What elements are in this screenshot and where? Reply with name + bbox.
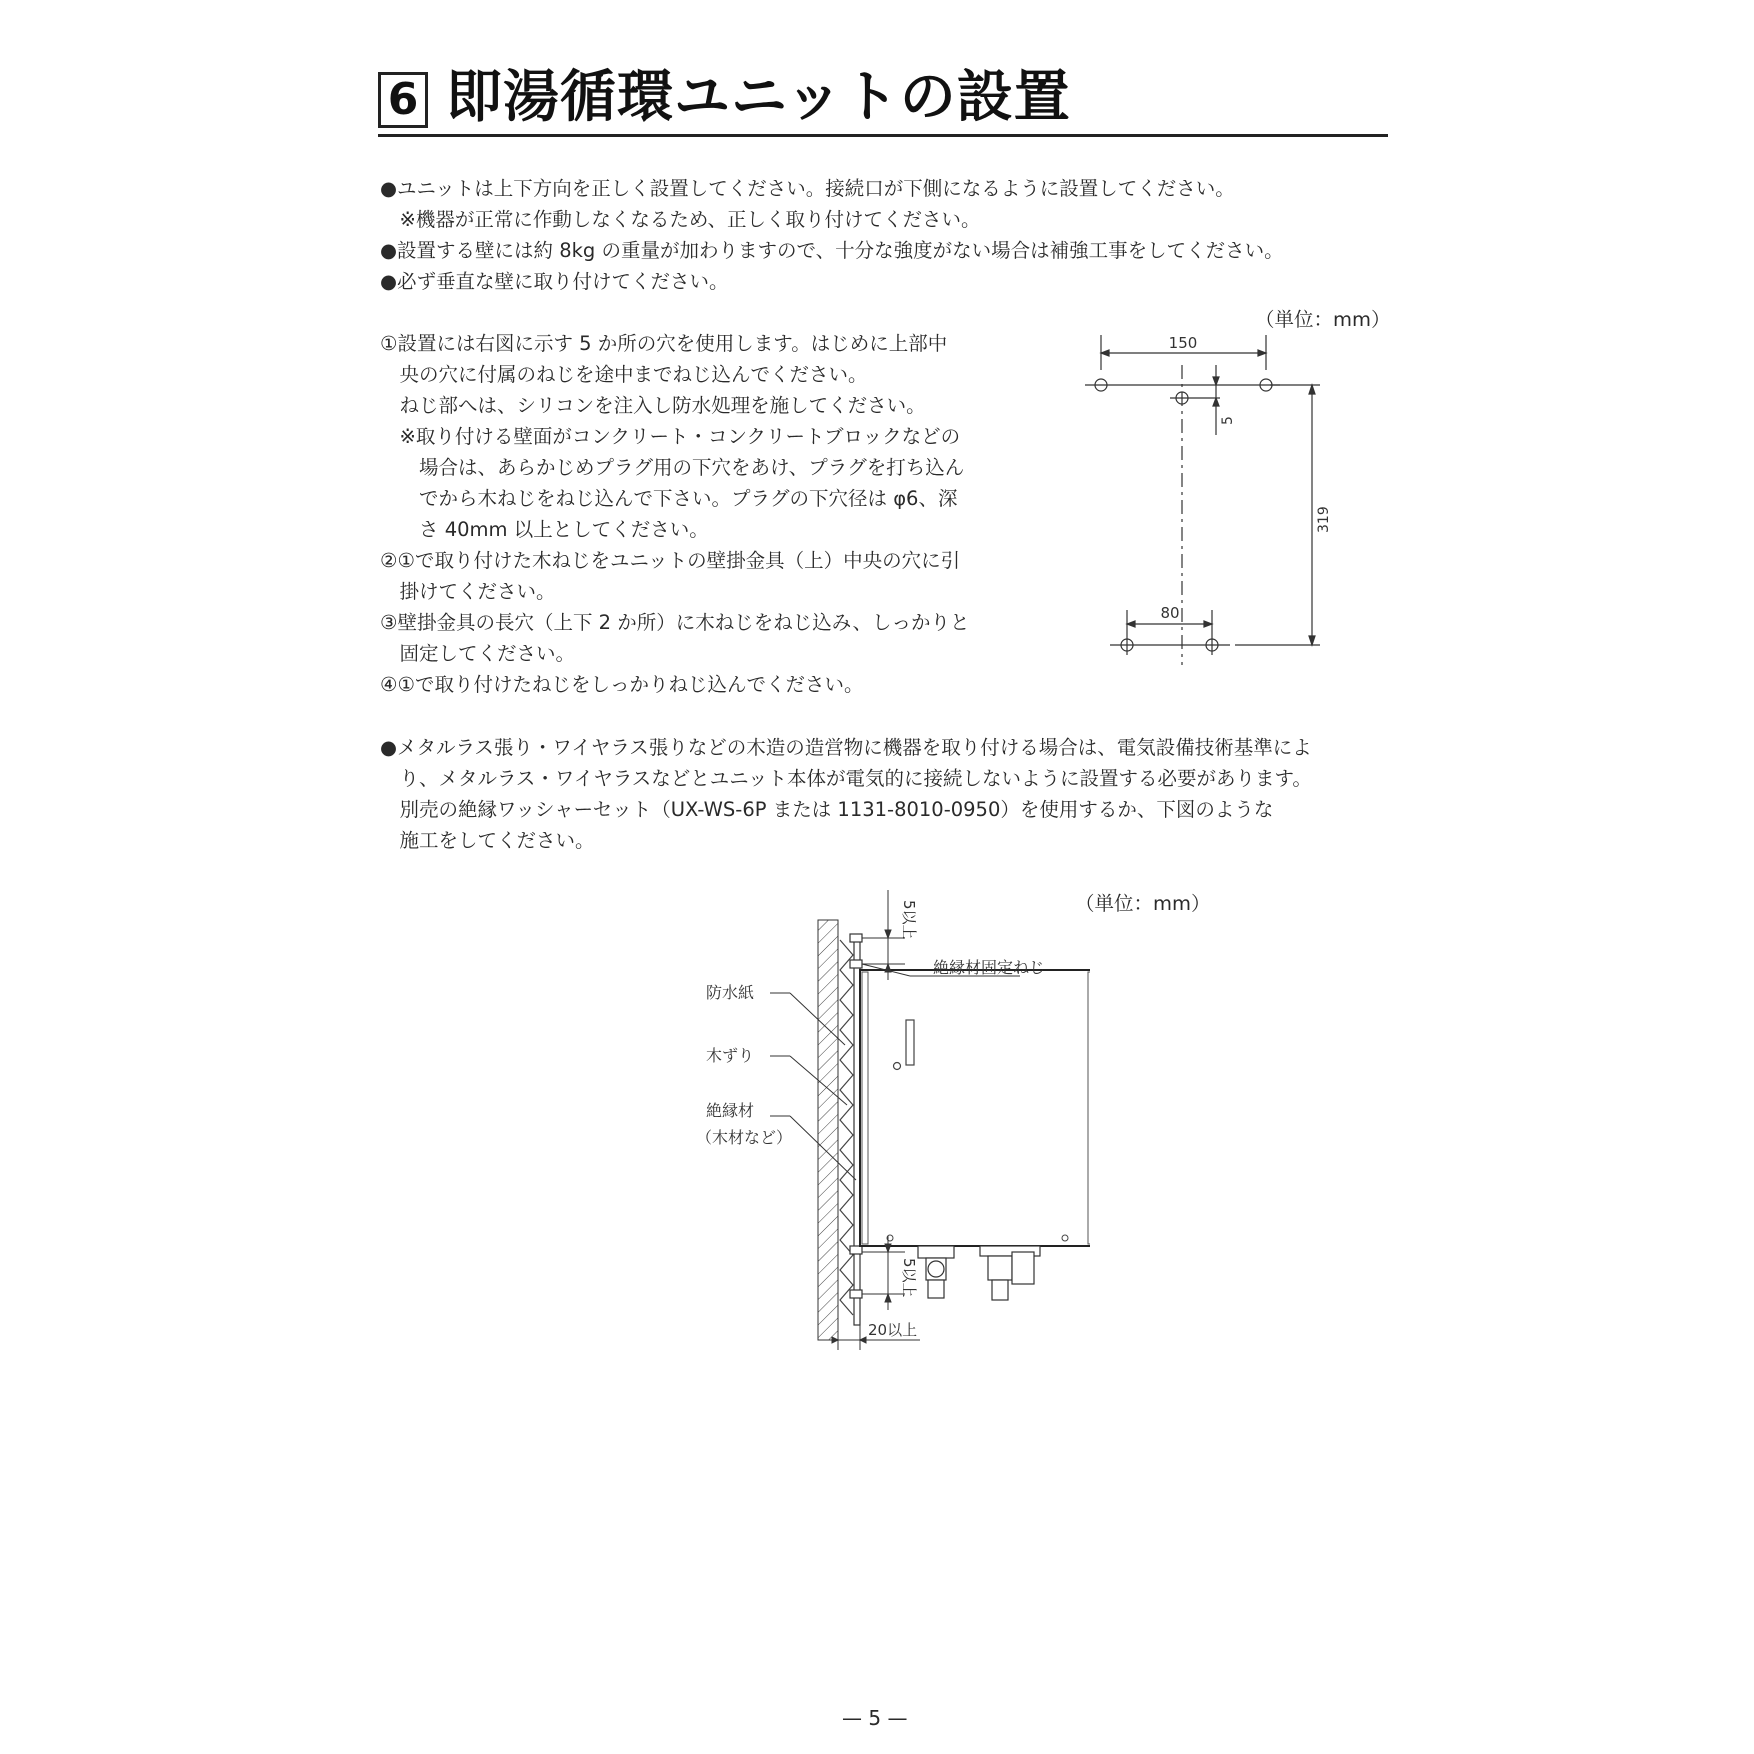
section-number: 6: [378, 72, 428, 128]
step-line: ③壁掛金具の長穴（上下 2 か所）に木ねじをねじ込み、しっかりと: [380, 611, 970, 634]
step-line: でから木ねじをねじ込んで下さい。プラグの下穴径は φ6、深: [380, 487, 958, 510]
unit-label-bottom: （単位：mm）: [1075, 892, 1211, 915]
step-line: ねじ部へは、シリコンを注入し防水処理を施してください。: [380, 394, 926, 417]
section-title: 即湯循環ユニットの設置: [446, 65, 1071, 130]
step-line: さ 40mm 以上としてください。: [380, 518, 709, 541]
intro-bullet-1: ●ユニットは上下方向を正しく設置してください。接続口が下側になるように設置してください。: [380, 177, 1235, 200]
label-insulator-note: （木材など）: [696, 1128, 793, 1147]
dim-top-min-5: 5以上: [900, 900, 918, 940]
installation-diagram: [690, 880, 1090, 1360]
dim-150: 150: [1168, 334, 1198, 352]
label-insulator: 絶縁材: [706, 1101, 755, 1120]
step-line: 掛けてください。: [380, 580, 556, 603]
step-line: ①設置には右図に示す 5 か所の穴を使用します。はじめに上部中: [380, 332, 948, 355]
metal-lath-line: ●メタルラス張り・ワイヤラス張りなどの木造の造営物に機器を取り付ける場合は、電気設備技術基準によ: [380, 736, 1312, 759]
unit-label-top: （単位：mm）: [1255, 308, 1391, 331]
intro-bullet-3: ●必ず垂直な壁に取り付けてください。: [380, 270, 729, 293]
step-line: ④①で取り付けたねじをしっかりねじ込んでください。: [380, 673, 864, 696]
label-waterproof-paper: 防水紙: [706, 983, 755, 1002]
dim-gap-min-20: 20以上: [868, 1321, 918, 1339]
step-line: ※取り付ける壁面がコンクリート・コンクリートブロックなどの: [380, 425, 961, 448]
hole-layout-diagram: [1070, 320, 1350, 680]
intro-note-1: ※機器が正常に作動しなくなるため、正しく取り付けてください。: [380, 208, 981, 231]
step-line: 場合は、あらかじめプラグ用の下穴をあけ、プラグを打ち込ん: [380, 456, 965, 479]
dim-bottom-min-5: 5以上: [900, 1258, 918, 1298]
label-insulator-screw: 絶縁材固定ねじ: [933, 958, 1046, 977]
step-line: 固定してください。: [380, 642, 576, 665]
label-furring: 木ずり: [706, 1046, 755, 1065]
metal-lath-line: 施工をしてください。: [380, 829, 595, 852]
intro-bullet-2: ●設置する壁には約 8kg の重量が加わりますので、十分な強度がない場合は補強工事をしてください。: [380, 239, 1284, 262]
dim-80: 80: [1160, 604, 1180, 622]
dim-5: 5: [1220, 416, 1236, 425]
metal-lath-line: り、メタルラス・ワイヤラスなどとユニット本体が電気的に接続しないように設置する必要があります。: [380, 767, 1312, 790]
page-number: — 5 —: [842, 1706, 908, 1730]
dim-319: 319: [1316, 506, 1332, 533]
metal-lath-line: 別売の絶縁ワッシャーセット（UX-WS-6P または 1131-8010-0950）を使用するか、下図のような: [380, 798, 1274, 821]
section-header: [378, 66, 1388, 137]
step-line: ②①で取り付けた木ねじをユニットの壁掛金具（上）中央の穴に引: [380, 549, 961, 572]
step-line: 央の穴に付属のねじを途中までねじ込んでください。: [380, 363, 868, 386]
